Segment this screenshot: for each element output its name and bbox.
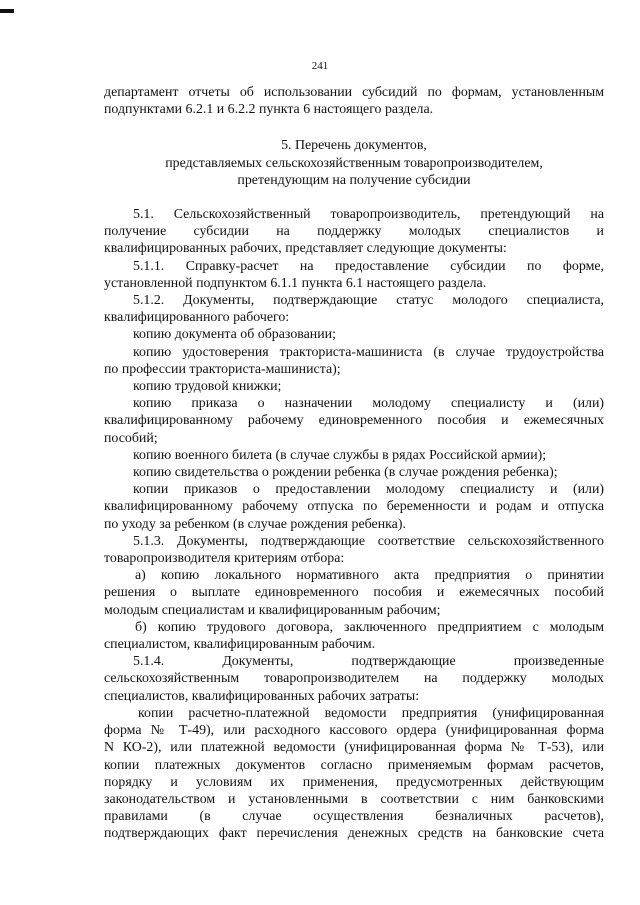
- text-line: правилами (в случае осуществления безналичных расчетов),: [104, 809, 604, 825]
- section-heading: [104, 137, 604, 190]
- text-line: форма № Т-49), или расходного кассового ордера (унифицированная форма: [104, 723, 604, 739]
- text-line: 5.1.2. Документы, подтверждающие статус молодого специалиста,: [133, 293, 604, 309]
- page-number: 241: [311, 60, 329, 72]
- text-line: копию приказа о назначении молодому специалисту и (или): [133, 396, 604, 412]
- heading-line: претендующим на получение субсидии: [237, 173, 471, 188]
- text-line: по уходу за ребенком (в случае рождения ребенка).: [104, 516, 406, 532]
- intro-paragraph: [104, 84, 604, 118]
- text-line: 5.1.4. Документы, подтверждающие произведенные: [133, 654, 604, 670]
- text-line: подтверждающих факт перечисления денежных средств на банковские счета: [104, 826, 604, 842]
- text-line: решения о выплате единовременного пособия и ежемесячных пособий: [104, 585, 604, 601]
- text-line: специалистов, квалифицированных рабочих затраты:: [104, 688, 420, 704]
- scan-corner-mark: [0, 9, 14, 13]
- text-line: копию трудовой книжки;: [133, 379, 282, 395]
- text-line: порядку и условиям их применения, предусмотренных действующим: [104, 774, 604, 790]
- text-line: сельскохозяйственным товаропроизводителем на поддержку молодых: [104, 671, 604, 687]
- text-line: 5.1. Сельскохозяйственный товаропроизводитель, претендующий на: [133, 207, 604, 222]
- text-line: квалифицированного рабочего:: [104, 310, 290, 326]
- text-line: молодым специалистам и квалифицированным рабочим;: [104, 602, 441, 618]
- text-line: копию свидетельства о рождении ребенка (в случае рождения ребенка);: [133, 465, 558, 481]
- text-line: товаропроизводителя критериям отбора:: [104, 551, 345, 567]
- text-line: а) копию локального нормативного акта предприятия о принятии: [135, 568, 604, 584]
- text-line: пособий;: [104, 430, 158, 446]
- text-line: департамент отчеты об использовании субсидий по формам, установленным: [104, 85, 604, 100]
- text-line: квалифицированному рабочему единовременного пособия и ежемесячных: [104, 413, 604, 429]
- text-line: специалистом, квалифицированным рабочим.: [104, 637, 376, 653]
- text-line: копию военного билета (в случае службы в рядах Российской армии);: [133, 447, 547, 463]
- text-line: квалифицированному рабочему отпуска по беременности и родам и отпуска: [104, 499, 604, 515]
- heading-line: 5. Перечень документов,: [281, 138, 427, 153]
- heading-line: представляемых сельскохозяйственным товаропроизводителем,: [165, 155, 543, 171]
- text-line: установленной подпунктом 6.1.1 пункта 6.1 настоящего раздела.: [104, 275, 487, 291]
- text-line: копии платежных документов согласно применяемым формам расчетов,: [104, 757, 604, 773]
- text-line: 5.1.1. Справку-расчет на предоставление субсидии по форме,: [133, 258, 604, 274]
- text-line: N КО-2), или платежной ведомости (унифицированная форма № Т-53), или: [104, 740, 604, 756]
- text-line: копию удостоверения тракториста-машиниста (в случае трудоустройства: [133, 344, 604, 360]
- text-line: копии приказов о предоставлении молодому специалисту и (или): [133, 482, 604, 498]
- text-line: подпунктами 6.2.1 и 6.2.2 пункта 6 настоящего раздела.: [104, 102, 434, 118]
- text-line: копии расчетно-платежной ведомости предприятия (унифицированная: [138, 705, 604, 721]
- text-line: законодательством и установленными в соответствии с ним банковскими: [104, 791, 604, 807]
- text-line: получение субсидии на поддержку молодых специалистов и: [104, 224, 604, 240]
- text-line: квалифицированных рабочих, представляет следующие документы:: [104, 241, 507, 257]
- section-body: [104, 206, 604, 843]
- text-line: 5.1.3. Документы, подтверждающие соответствие сельскохозяйственного: [133, 533, 604, 549]
- text-line: копию документа об образовании;: [133, 327, 336, 343]
- text-line: б) копию трудового договора, заключенного предприятием с молодым: [135, 619, 604, 635]
- text-line: по профессии тракториста-машиниста);: [104, 361, 341, 377]
